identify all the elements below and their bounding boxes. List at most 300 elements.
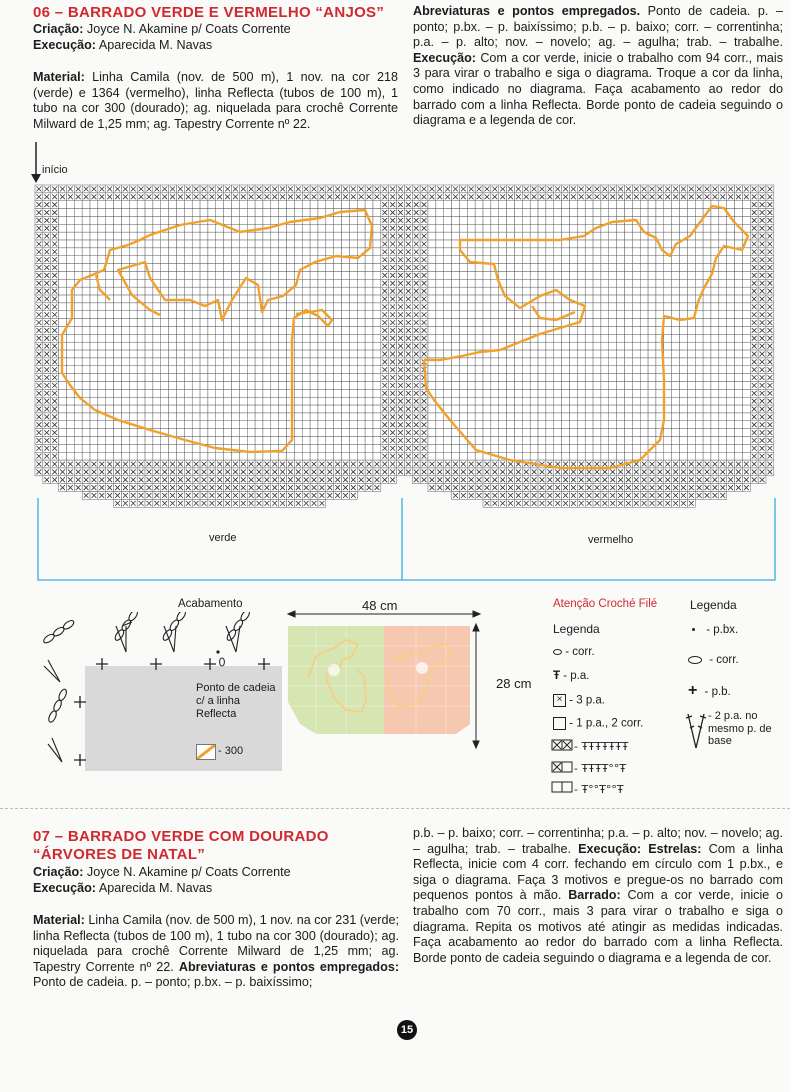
grid-cell (294, 224, 302, 232)
grid-cell (530, 342, 538, 350)
grid-cell (569, 216, 577, 224)
grid-cell (727, 452, 735, 460)
grid-cell (672, 452, 680, 460)
grid-cell (656, 256, 664, 264)
grid-cell (74, 326, 82, 334)
grid-cell (90, 437, 98, 445)
grid-cell (216, 256, 224, 264)
grid-cell (656, 397, 664, 405)
grid-cell (365, 350, 373, 358)
grid-cell (200, 334, 208, 342)
grid-cell (593, 421, 601, 429)
grid-cell (695, 350, 703, 358)
grid-cell (562, 374, 570, 382)
grid-cell (106, 389, 114, 397)
grid-cell (161, 232, 169, 240)
grid-cell (106, 350, 114, 358)
grid-cell (239, 374, 247, 382)
grid-cell (121, 224, 129, 232)
grid-cell (687, 264, 695, 272)
grid-cell (585, 240, 593, 248)
grid-cell (452, 366, 460, 374)
grid-cell (585, 334, 593, 342)
grid-cell (687, 240, 695, 248)
grid-cell (742, 295, 750, 303)
grid-cell (129, 224, 137, 232)
grid-cell (145, 421, 153, 429)
grid-cell (224, 216, 232, 224)
grid-cell (216, 279, 224, 287)
grid-cell (507, 421, 515, 429)
grid-cell (121, 358, 129, 366)
grid-cell (271, 248, 279, 256)
grid-cell (137, 224, 145, 232)
pattern-07-credits (33, 865, 398, 896)
grid-cell (287, 405, 295, 413)
grid-cell (640, 429, 648, 437)
grid-cell (334, 232, 342, 240)
grid-cell (365, 256, 373, 264)
grid-cell (232, 389, 240, 397)
grid-cell (459, 287, 467, 295)
grid-cell (208, 389, 216, 397)
grid-cell (514, 452, 522, 460)
grid-cell (562, 382, 570, 390)
grid-cell (617, 350, 625, 358)
grid-cell (224, 232, 232, 240)
grid-cell (342, 232, 350, 240)
grid-cell (74, 421, 82, 429)
grid-cell (609, 350, 617, 358)
grid-cell (169, 216, 177, 224)
grid-cell (742, 444, 750, 452)
grid-cell (562, 444, 570, 452)
grid-cell (742, 382, 750, 390)
grid-cell (625, 389, 633, 397)
grid-cell (428, 444, 436, 452)
grid-cell (184, 421, 192, 429)
grid-cell (483, 342, 491, 350)
grid-cell (161, 209, 169, 217)
grid-cell (192, 444, 200, 452)
grid-cell (522, 279, 530, 287)
grid-cell (98, 444, 106, 452)
grid-cell (585, 303, 593, 311)
grid-cell (302, 382, 310, 390)
grid-cell (514, 256, 522, 264)
grid-cell (577, 429, 585, 437)
grid-cell (302, 209, 310, 217)
grid-cell (719, 295, 727, 303)
grid-cell (467, 303, 475, 311)
grid-cell (436, 374, 444, 382)
grid-cell (452, 389, 460, 397)
grid-cell (342, 240, 350, 248)
grid-cell (334, 303, 342, 311)
grid-cell (593, 452, 601, 460)
grid-cell (499, 366, 507, 374)
grid-cell (546, 334, 554, 342)
grid-cell (514, 358, 522, 366)
grid-cell (546, 264, 554, 272)
grid-cell (318, 295, 326, 303)
grid-cell (302, 224, 310, 232)
grid-cell (625, 326, 633, 334)
grid-cell (224, 405, 232, 413)
grid-cell (436, 350, 444, 358)
grid-cell (153, 271, 161, 279)
grid-cell (318, 201, 326, 209)
grid-cell (727, 319, 735, 327)
grid-cell (507, 224, 515, 232)
grid-cell (475, 295, 483, 303)
grid-cell (687, 350, 695, 358)
grid-cell (687, 287, 695, 295)
grid-cell (436, 444, 444, 452)
grid-cell (554, 201, 562, 209)
grid-cell (255, 397, 263, 405)
grid-cell (711, 452, 719, 460)
grid-cell (648, 326, 656, 334)
grid-cell (491, 342, 499, 350)
grid-cell (735, 374, 743, 382)
grid-cell (153, 319, 161, 327)
grid-cell (609, 303, 617, 311)
grid-cell (664, 319, 672, 327)
grid-cell (711, 319, 719, 327)
grid-cell (326, 366, 334, 374)
grid-cell (114, 350, 122, 358)
grid-cell (538, 224, 546, 232)
grid-cell (373, 397, 381, 405)
grid-cell (153, 256, 161, 264)
grid-cell (279, 256, 287, 264)
grid-cell (310, 366, 318, 374)
grid-cell (546, 452, 554, 460)
grid-cell (640, 421, 648, 429)
grid-cell (719, 287, 727, 295)
grid-cell (137, 216, 145, 224)
grid-cell (98, 382, 106, 390)
grid-cell (436, 334, 444, 342)
grid-cell (680, 303, 688, 311)
grid-cell (373, 248, 381, 256)
grid-cell (184, 382, 192, 390)
grid-cell (672, 271, 680, 279)
grid-cell (695, 413, 703, 421)
grid-cell (161, 389, 169, 397)
grid-cell (326, 264, 334, 272)
grid-cell (632, 256, 640, 264)
grid-cell (577, 358, 585, 366)
grid-cell (137, 271, 145, 279)
grid-cell (609, 264, 617, 272)
grid-cell (514, 279, 522, 287)
grid-cell (719, 350, 727, 358)
grid-cell (90, 201, 98, 209)
grid-cell (145, 437, 153, 445)
grid-cell (522, 405, 530, 413)
grid-cell (711, 279, 719, 287)
grid-cell (271, 437, 279, 445)
grid-cell (232, 334, 240, 342)
grid-cell (719, 216, 727, 224)
grid-cell (98, 452, 106, 460)
grid-cell (672, 326, 680, 334)
grid-cell (459, 397, 467, 405)
grid-cell (569, 413, 577, 421)
grid-cell (161, 358, 169, 366)
grid-cell (318, 271, 326, 279)
grid-cell (121, 232, 129, 240)
grid-cell (365, 295, 373, 303)
grid-cell (255, 366, 263, 374)
grid-cell (617, 405, 625, 413)
grid-cell (66, 350, 74, 358)
grid-cell (349, 382, 357, 390)
grid-cell (428, 334, 436, 342)
grid-cell (585, 366, 593, 374)
grid-cell (357, 421, 365, 429)
grid-cell (609, 256, 617, 264)
grid-cell (735, 271, 743, 279)
grid-cell (428, 248, 436, 256)
grid-cell (263, 240, 271, 248)
grid-cell (617, 334, 625, 342)
grid-cell (585, 452, 593, 460)
grid-cell (569, 452, 577, 460)
grid-cell (538, 248, 546, 256)
grid-cell (609, 334, 617, 342)
grid-cell (554, 264, 562, 272)
grid-cell (200, 232, 208, 240)
grid-cell (357, 429, 365, 437)
grid-cell (522, 201, 530, 209)
grid-cell (444, 334, 452, 342)
grid-cell (342, 334, 350, 342)
grid-cell (703, 303, 711, 311)
grid-cell (326, 389, 334, 397)
grid-cell (90, 303, 98, 311)
grid-cell (106, 421, 114, 429)
grid-cell (609, 201, 617, 209)
grid-cell (735, 350, 743, 358)
grid-cell (342, 216, 350, 224)
grid-cell (239, 389, 247, 397)
grid-cell (538, 429, 546, 437)
grid-cell (585, 437, 593, 445)
grid-cell (129, 397, 137, 405)
grid-cell (145, 374, 153, 382)
grid-cell (326, 342, 334, 350)
grid-cell (326, 216, 334, 224)
grid-cell (601, 319, 609, 327)
grid-cell (687, 303, 695, 311)
grid-cell (161, 374, 169, 382)
grid-cell (530, 287, 538, 295)
grid-cell (66, 358, 74, 366)
grid-cell (342, 311, 350, 319)
grid-cell (247, 232, 255, 240)
grid-cell (640, 295, 648, 303)
grid-cell (507, 319, 515, 327)
grid-cell (680, 374, 688, 382)
grid-cell (153, 444, 161, 452)
grid-cell (491, 358, 499, 366)
grid-cell (735, 421, 743, 429)
grid-cell (176, 201, 184, 209)
grid-cell (169, 303, 177, 311)
grid-cell (483, 358, 491, 366)
creation-value: Joyce N. Akamine p/ Coats Corrente (86, 865, 291, 879)
grid-cell (491, 413, 499, 421)
grid-cell (522, 452, 530, 460)
grid-cell (444, 264, 452, 272)
grid-cell (66, 240, 74, 248)
grid-cell (703, 421, 711, 429)
grid-cell (216, 287, 224, 295)
grid-cell (601, 303, 609, 311)
grid-cell (546, 366, 554, 374)
grid-cell (98, 389, 106, 397)
grid-cell (475, 264, 483, 272)
grid-cell (176, 405, 184, 413)
grid-cell (90, 224, 98, 232)
grid-cell (632, 437, 640, 445)
grid-cell (546, 342, 554, 350)
grid-cell (161, 319, 169, 327)
grid-cell (648, 303, 656, 311)
grid-cell (585, 326, 593, 334)
grid-cell (98, 216, 106, 224)
grid-cell (467, 421, 475, 429)
grid-cell (247, 326, 255, 334)
grid-cell (475, 311, 483, 319)
grid-cell (373, 311, 381, 319)
grid-cell (74, 248, 82, 256)
grid-cell (483, 374, 491, 382)
grid-cell (153, 413, 161, 421)
grid-cell (483, 201, 491, 209)
grid-cell (74, 437, 82, 445)
grid-cell (232, 256, 240, 264)
grid-cell (106, 279, 114, 287)
grid-cell (232, 452, 240, 460)
grid-cell (593, 358, 601, 366)
grid-cell (719, 303, 727, 311)
grid-cell (365, 421, 373, 429)
grid-cell (216, 209, 224, 217)
grid-cell (326, 405, 334, 413)
grid-cell (436, 201, 444, 209)
grid-cell (334, 397, 342, 405)
grid-cell (436, 429, 444, 437)
grid-cell (176, 342, 184, 350)
grid-cell (373, 201, 381, 209)
grid-cell (585, 319, 593, 327)
grid-cell (514, 209, 522, 217)
grid-cell (310, 232, 318, 240)
grid-cell (593, 429, 601, 437)
grid-cell (664, 240, 672, 248)
grid-cell (121, 366, 129, 374)
grid-cell (444, 295, 452, 303)
grid-cell (349, 374, 357, 382)
grid-cell (617, 295, 625, 303)
grid-cell (255, 413, 263, 421)
grid-cell (672, 287, 680, 295)
grid-cell (357, 413, 365, 421)
svg-text:- ŦŦŦŦ°°Ŧ: - ŦŦŦŦ°°Ŧ (574, 762, 627, 775)
grid-cell (106, 429, 114, 437)
grid-cell (459, 382, 467, 390)
grid-cell (294, 444, 302, 452)
grid-cell (326, 444, 334, 452)
grid-cell (656, 271, 664, 279)
grid-cell (247, 429, 255, 437)
grid-cell (499, 429, 507, 437)
grid-cell (302, 248, 310, 256)
grid-cell (648, 248, 656, 256)
grid-cell (703, 311, 711, 319)
grid-cell (680, 382, 688, 390)
grid-cell (82, 279, 90, 287)
grid-cell (271, 216, 279, 224)
grid-cell (294, 413, 302, 421)
grid-cell (373, 319, 381, 327)
grid-cell (522, 374, 530, 382)
grid-cell (719, 444, 727, 452)
grid-cell (609, 437, 617, 445)
grid-cell (349, 279, 357, 287)
grid-cell (444, 350, 452, 358)
grid-cell (342, 350, 350, 358)
grid-cell (625, 421, 633, 429)
grid-cell (349, 389, 357, 397)
grid-cell (114, 209, 122, 217)
grid-cell (530, 358, 538, 366)
grid-cell (664, 437, 672, 445)
grid-cell (507, 444, 515, 452)
grid-cell (145, 248, 153, 256)
grid-cell (373, 264, 381, 272)
grid-cell (74, 334, 82, 342)
grid-cell (169, 421, 177, 429)
grid-cell (216, 240, 224, 248)
grid-cell (90, 366, 98, 374)
grid-cell (184, 209, 192, 217)
grid-cell (617, 311, 625, 319)
grid-cell (137, 287, 145, 295)
grid-cell (326, 358, 334, 366)
grid-cell (530, 279, 538, 287)
grid-cell (735, 256, 743, 264)
grid-cell (106, 303, 114, 311)
grid-cell (294, 240, 302, 248)
grid-cell (735, 240, 743, 248)
grid-cell (648, 216, 656, 224)
grid-cell (271, 342, 279, 350)
grid-cell (145, 319, 153, 327)
grid-cell (577, 264, 585, 272)
grid-cell (59, 271, 67, 279)
grid-cell (742, 452, 750, 460)
grid-cell (334, 271, 342, 279)
grid-cell (585, 350, 593, 358)
grid-cell (145, 224, 153, 232)
grid-cell (357, 295, 365, 303)
grid-cell (436, 389, 444, 397)
